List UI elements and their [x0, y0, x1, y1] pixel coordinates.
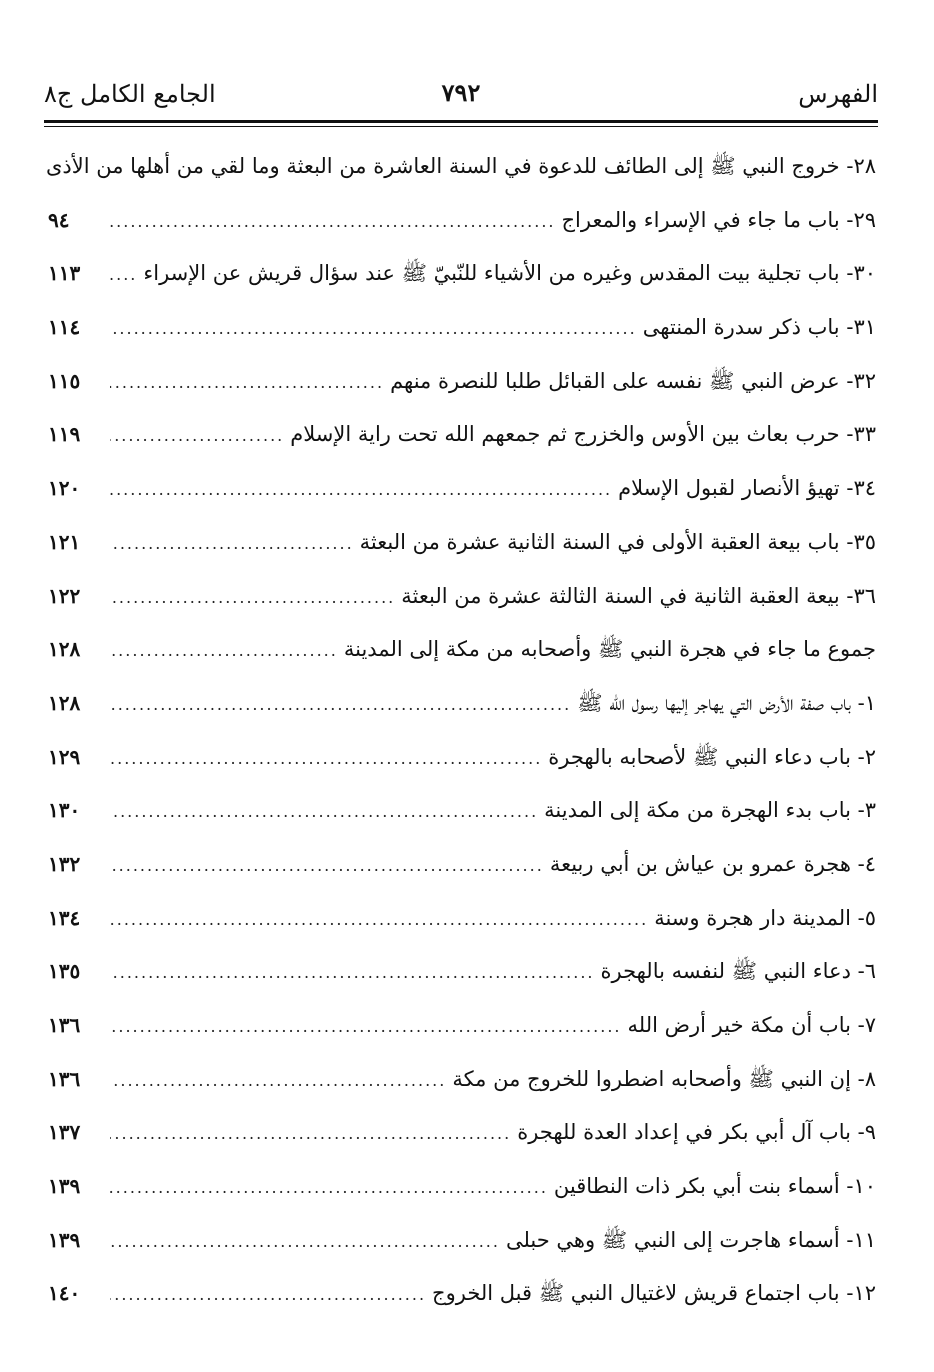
toc-entry [48, 1275, 876, 1329]
toc-entry-title: جموع ما جاء في هجرة النبي ﷺ وأصحابه من مكة إلى المدينة [343, 637, 876, 662]
toc-entry-page: ١٢٠ [48, 476, 81, 501]
toc-entry-page: ١١٤ [48, 315, 81, 340]
toc-entry-page: ١٢٩ [48, 744, 81, 769]
toc-entry-page: ١٣٤ [48, 905, 81, 930]
toc-entry-title: ١- باب صفة الأرض التي يهاجر إليها رسول الله ﷺ [577, 690, 876, 715]
toc-entry [48, 309, 876, 363]
toc-entry [48, 1222, 876, 1276]
toc-entry-title: ٢- باب دعاء النبي ﷺ لأصحابه بالهجرة [548, 744, 876, 769]
leader-dots [110, 416, 284, 456]
toc-entry-title: ١٠- أسماء بنت أبي بكر ذات النطاقين [553, 1174, 876, 1199]
toc-entry-page: ١٣٦ [48, 1066, 81, 1091]
toc-entry-title: ٤- هجرة عمرو بن عياش بن أبي ربيعة [549, 851, 876, 876]
page-header [44, 76, 878, 116]
toc-entry [48, 524, 876, 578]
toc-entry [48, 792, 876, 846]
leader-dots [110, 1222, 500, 1262]
leader-dots [110, 1061, 446, 1101]
toc-entry [48, 416, 876, 470]
toc-entry-page: ٩٤ [48, 207, 70, 232]
leader-dots [110, 578, 395, 618]
book-title: الجامع الكامل ج٨ [44, 80, 216, 108]
toc-entry-title: ٣٤- تهيؤ الأنصار لقبول الإسلام [618, 476, 876, 501]
toc-entry [48, 953, 876, 1007]
toc-entry [48, 631, 876, 685]
leader-dots [110, 792, 538, 832]
toc-entry-page: ١١٣ [48, 261, 81, 286]
toc-entry-title: ٦- دعاء النبي ﷺ لنفسه بالهجرة [600, 959, 876, 984]
toc-entry [48, 1007, 876, 1061]
leader-dots [110, 900, 648, 940]
toc-entry-title: ٣٢- عرض النبي ﷺ نفسه على القبائل طلبا للنصرة منهم [390, 368, 876, 393]
toc-entry [48, 578, 876, 632]
toc-entry-title: ١٢- باب اجتماع قريش لاغتيال النبي ﷺ قبل الخروج [432, 1281, 876, 1306]
toc-entry-title: ٨- إن النبي ﷺ وأصحابه اضطروا للخروج من مكة [452, 1066, 876, 1091]
leader-dots [110, 846, 544, 886]
leader-dots [110, 739, 542, 779]
toc-entry-page: ١٣٧ [48, 1120, 81, 1145]
leader-dots [110, 1114, 511, 1154]
leader-dots [110, 1275, 426, 1315]
toc-entry-page: ١٣٠ [48, 798, 81, 823]
toc-entry-title: ١١- أسماء هاجرت إلى النبي ﷺ وهي حبلى [505, 1227, 876, 1252]
toc-entry [48, 1114, 876, 1168]
toc-entry-title: ٣٠- باب تجلية بيت المقدس وغيره من الأشياء للنّبيّ ﷺ عند سؤال قريش عن الإسراء [143, 261, 876, 286]
toc-entry-page: ١١٩ [48, 422, 81, 447]
toc-entry-title: ٧- باب أن مكة خير أرض الله [627, 1013, 876, 1037]
toc-entry-page: ١٤٠ [48, 1281, 81, 1306]
toc-entry-page: ١٣٩ [48, 1227, 81, 1252]
toc-entry-page: ١٣٦ [48, 1013, 81, 1037]
leader-dots [110, 255, 137, 295]
toc-entry-title: ٣- باب بدء الهجرة من مكة إلى المدينة [544, 798, 876, 823]
toc-entry [48, 1168, 876, 1222]
header-rule-thin [44, 126, 878, 127]
toc-entry [48, 685, 876, 739]
toc-entry-page: ١٣٩ [48, 1174, 81, 1199]
leader-dots [110, 685, 571, 725]
toc-entry [48, 363, 876, 417]
leader-dots [110, 524, 354, 564]
toc-entry [48, 739, 876, 793]
toc-entry-title: ٣٣- حرب بعاث بين الأوس والخزرج ثم جمعهم الله تحت راية الإسلام [290, 422, 876, 447]
leader-dots [110, 470, 612, 510]
toc-entry-title: ٢٨- خروج النبي ﷺ إلى الطائف للدعوة في السنة العاشرة من البعثة وما لقي من أهلها من الأذى [45, 154, 876, 178]
header-rule-thick [44, 120, 878, 123]
toc-entry-page: ١٣٢ [48, 851, 81, 876]
toc-entry-page [0, 148, 34, 184]
toc-entry [45, 148, 876, 202]
leader-dots [110, 363, 384, 403]
toc-entry-page: ١٢٢ [48, 583, 81, 608]
leader-dots [110, 202, 556, 242]
toc-entry-title: ٣١- باب ذكر سدرة المنتهى [642, 315, 876, 340]
toc-entry [48, 470, 876, 524]
toc-entry-page: ١٢١ [48, 529, 81, 554]
toc-entry [48, 202, 876, 256]
leader-dots [110, 953, 594, 993]
leader-dots [110, 1007, 621, 1047]
toc-entry [48, 846, 876, 900]
page-number: ٧٩٢ [441, 78, 481, 107]
toc-entry-page: ١٣٥ [48, 959, 81, 984]
leader-dots [110, 309, 637, 349]
toc-entry-title: ٩- باب آل أبي بكر في إعداد العدة للهجرة [517, 1120, 876, 1145]
toc-entry [48, 1061, 876, 1115]
toc-entry-title: ٢٩- باب ما جاء في الإسراء والمعراج [561, 207, 876, 232]
toc-entry-page: ١٢٨ [48, 690, 81, 715]
toc-entry [48, 900, 876, 954]
toc-entry [48, 255, 876, 309]
toc-entry-page: ١٢٨ [48, 637, 81, 662]
table-of-contents [45, 148, 876, 1329]
leader-dots [110, 631, 338, 671]
leader-dots [110, 1168, 548, 1208]
toc-entry-title: ٣٥- باب بيعة العقبة الأولى في السنة الثانية عشرة من البعثة [359, 529, 876, 554]
toc-entry-page: ١١٥ [48, 368, 81, 393]
section-title: الفهرس [798, 80, 878, 108]
toc-entry-title: ٣٦- بيعة العقبة الثانية في السنة الثالثة عشرة من البعثة [401, 583, 876, 608]
toc-entry-title: ٥- المدينة دار هجرة وسنة [654, 905, 876, 930]
